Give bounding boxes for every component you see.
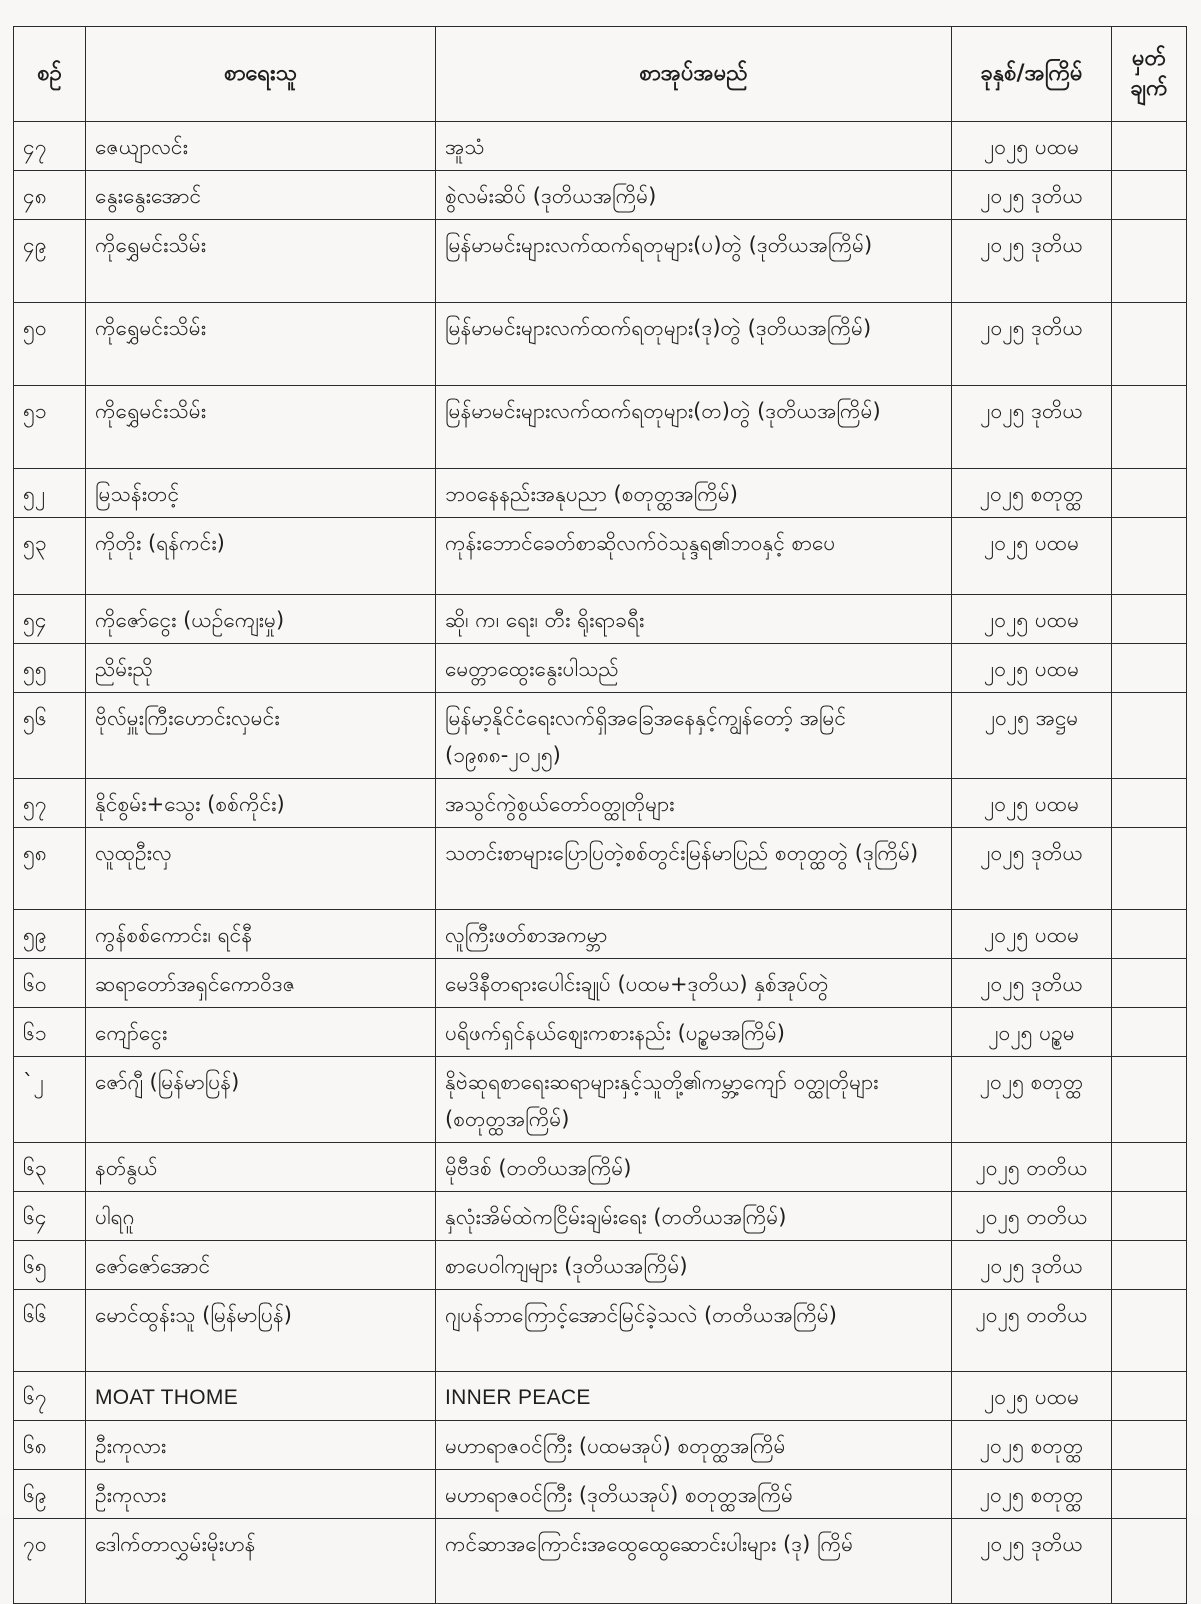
- cell-author: ဦးကုလား: [86, 1421, 436, 1470]
- cell-year-edition: ၂၀၂၅ ပထမ: [952, 1372, 1112, 1421]
- cell-title: စာပေဝါကျများ (ဒုတိယအကြိမ်): [436, 1241, 952, 1290]
- cell-author: ဇော်ဇော်အောင်: [86, 1241, 436, 1290]
- cell-no: ၆၈: [14, 1421, 86, 1470]
- table-row: [14, 910, 1187, 959]
- cell-year-edition: ၂၀၂၅ ဒုတိယ: [952, 386, 1112, 469]
- table-row: [14, 1057, 1187, 1143]
- cell-author: ပါရဂူ: [86, 1192, 436, 1241]
- cell-no: ၆၃: [14, 1143, 86, 1192]
- cell-author: ဒေါက်တာလွှမ်းမိုးဟန်: [86, 1519, 436, 1604]
- cell-author: ဦးကုလား: [86, 1470, 436, 1519]
- cell-year-edition: ၂၀၂၅ စတုတ္ထ: [952, 1470, 1112, 1519]
- cell-no: ၆၀: [14, 959, 86, 1008]
- header-year-edition: ခုနှစ်/အကြိမ်: [952, 27, 1112, 122]
- cell-year-edition: ၂၀၂၅ အဋ္ဌမ: [952, 693, 1112, 779]
- cell-year-edition: ၂၀၂၅ စတုတ္ထ: [952, 1421, 1112, 1470]
- cell-remark: [1112, 303, 1187, 386]
- table-row: [14, 171, 1187, 220]
- table-row: [14, 644, 1187, 693]
- cell-year-edition: ၂၀၂၅ ဒုတိယ: [952, 1241, 1112, 1290]
- cell-remark: [1112, 779, 1187, 828]
- cell-title: အူသံ: [436, 122, 952, 171]
- cell-year-edition: ၂၀၂၅ တတိယ: [952, 1290, 1112, 1372]
- table-row: [14, 122, 1187, 171]
- cell-title: ပရိဖက်ရှင်နယ်ဈေးကစားနည်း (ပဥ္စမအကြိမ်): [436, 1008, 952, 1057]
- cell-remark: [1112, 1470, 1187, 1519]
- cell-no: ၄၇: [14, 122, 86, 171]
- cell-title: ဘဝနေနည်းအနုပညာ (စတုတ္ထအကြိမ်): [436, 469, 952, 518]
- table-row: [14, 518, 1187, 595]
- table-row: [14, 1421, 1187, 1470]
- cell-title: မြန်မာမင်းများလက်ထက်ရတုများ(ဒု)တွဲ (ဒုတိယအကြိမ်): [436, 303, 952, 386]
- cell-remark: [1112, 1192, 1187, 1241]
- cell-author: မြသန်းတင့်: [86, 469, 436, 518]
- table-body: [14, 122, 1187, 1604]
- cell-title: မြန်မာမင်းများလက်ထက်ရတုများ(ပ)တွဲ (ဒုတိယအကြိမ်): [436, 220, 952, 303]
- cell-remark: [1112, 910, 1187, 959]
- cell-author: ညိမ်းညို: [86, 644, 436, 693]
- cell-author: မောင်ထွန်းသူ (မြန်မာပြန်): [86, 1290, 436, 1372]
- cell-no: ၅၀: [14, 303, 86, 386]
- cell-no: ၅၄: [14, 595, 86, 644]
- cell-author: နိုင်စွမ်း+သွေး (စစ်ကိုင်း): [86, 779, 436, 828]
- cell-title: ကုန်းဘောင်ခေတ်စာဆိုလက်ဝဲသုန္ဒရ၏ဘဝနှင့် စာပေ: [436, 518, 952, 595]
- cell-year-edition: ၂၀၂၅ စတုတ္ထ: [952, 469, 1112, 518]
- table-row: [14, 959, 1187, 1008]
- cell-year-edition: ၂၀၂၅ ပထမ: [952, 122, 1112, 171]
- cell-no: ၄၉: [14, 220, 86, 303]
- table-row: [14, 1519, 1187, 1604]
- table-row: [14, 303, 1187, 386]
- cell-remark: [1112, 122, 1187, 171]
- cell-title: INNER PEACE: [436, 1372, 952, 1421]
- cell-no: ၅၅: [14, 644, 86, 693]
- cell-no: ၆၅: [14, 1241, 86, 1290]
- cell-year-edition: ၂၀၂၅ ဒုတိယ: [952, 220, 1112, 303]
- cell-year-edition: ၂၀၂၅ ပထမ: [952, 779, 1112, 828]
- cell-remark: [1112, 469, 1187, 518]
- table-row: [14, 469, 1187, 518]
- cell-remark: [1112, 1143, 1187, 1192]
- table-row: [14, 1470, 1187, 1519]
- cell-author: ကိုဇော်ငွေး (ယဉ်ကျေးမှု): [86, 595, 436, 644]
- cell-author: ဆရာတော်အရှင်ကောဝိဒဇ: [86, 959, 436, 1008]
- cell-year-edition: ၂၀၂၅ တတိယ: [952, 1192, 1112, 1241]
- table-row: [14, 1372, 1187, 1421]
- cell-title: ဆို၊ က၊ ရေး၊ တီး ရိုးရာခရီး: [436, 595, 952, 644]
- cell-no: ၇၀: [14, 1519, 86, 1604]
- table-row: [14, 220, 1187, 303]
- cell-year-edition: ၂၀၂၅ ဒုတိယ: [952, 303, 1112, 386]
- cell-title: စွဲလမ်းဆိပ် (ဒုတိယအကြိမ်): [436, 171, 952, 220]
- cell-year-edition: ၂၀၂၅ ပထမ: [952, 518, 1112, 595]
- header-row: [14, 27, 1187, 122]
- table-row: [14, 1008, 1187, 1057]
- cell-year-edition: ၂၀၂၅ ပဥ္စမ: [952, 1008, 1112, 1057]
- cell-title: နှလုံးအိမ်ထဲကငြိမ်းချမ်းရေး (တတိယအကြိမ်): [436, 1192, 952, 1241]
- cell-year-edition: ၂၀၂၅ ဒုတိယ: [952, 828, 1112, 910]
- cell-remark: [1112, 959, 1187, 1008]
- cell-remark: [1112, 1057, 1187, 1143]
- cell-title: မေတ္တာထွေးနွေးပါသည်: [436, 644, 952, 693]
- cell-author: နွေးနွေးအောင်: [86, 171, 436, 220]
- table-row: [14, 693, 1187, 779]
- cell-no: ၅၆: [14, 693, 86, 779]
- cell-title: လူကြီးဖတ်စာအကမ္ဘာ: [436, 910, 952, 959]
- cell-title: မြန်မာ့နိုင်ငံရေးလက်ရှိအခြေအနေနှင့်ကျွန်တော့် အမြင် (၁၉၈၈-၂၀၂၅): [436, 693, 952, 779]
- cell-title: မြန်မာမင်းများလက်ထက်ရတုများ(တ)တွဲ (ဒုတိယအကြိမ်): [436, 386, 952, 469]
- cell-remark: [1112, 595, 1187, 644]
- cell-year-edition: ၂၀၂၅ ဒုတိယ: [952, 1519, 1112, 1604]
- cell-no: ၆၇: [14, 1372, 86, 1421]
- cell-no: ၆၄: [14, 1192, 86, 1241]
- cell-title: မေဒိနီတရားပေါင်းချုပ် (ပထမ+ဒုတိယ) နှစ်အုပ်တွဲ: [436, 959, 952, 1008]
- cell-author: ဗိုလ်မှူးကြီးဟောင်းလှမင်း: [86, 693, 436, 779]
- cell-author: ဇေယျာလင်း: [86, 122, 436, 171]
- cell-author: ကိုရွှေမင်းသိမ်း: [86, 220, 436, 303]
- cell-title: မိုဗီဒစ် (တတိယအကြိမ်): [436, 1143, 952, 1192]
- cell-no: ၄၈: [14, 171, 86, 220]
- table-row: [14, 386, 1187, 469]
- cell-title: သတင်းစာများပြောပြတဲ့စစ်တွင်းမြန်မာပြည် စတုတ္ထတွဲ (ဒုကြိမ်): [436, 828, 952, 910]
- cell-no: ၅၂: [14, 469, 86, 518]
- cell-no: ၆၉: [14, 1470, 86, 1519]
- cell-year-edition: ၂၀၂၅ ပထမ: [952, 595, 1112, 644]
- cell-title: အသွင်ကွဲစွယ်တော်ဝတ္ထုတိုများ: [436, 779, 952, 828]
- cell-no: ၅၇: [14, 779, 86, 828]
- cell-title: မဟာရာဇဝင်ကြီး (ပထမအုပ်) စတုတ္ထအကြိမ်: [436, 1421, 952, 1470]
- cell-no: ၅၁: [14, 386, 86, 469]
- cell-remark: [1112, 518, 1187, 595]
- cell-remark: [1112, 1519, 1187, 1604]
- cell-no: ၅၃: [14, 518, 86, 595]
- header-remark: မှတ် ချက်: [1112, 27, 1187, 122]
- cell-remark: [1112, 171, 1187, 220]
- table-row: [14, 1143, 1187, 1192]
- cell-no: ၅၉: [14, 910, 86, 959]
- cell-title: ကင်ဆာအကြောင်းအထွေထွေဆောင်းပါးများ (ဒု) ကြိမ်: [436, 1519, 952, 1604]
- table-row: [14, 1290, 1187, 1372]
- cell-no: ၆၆: [14, 1290, 86, 1372]
- cell-remark: [1112, 1241, 1187, 1290]
- cell-remark: [1112, 220, 1187, 303]
- cell-title: နိုဗဲဆုရစာရေးဆရာများနှင့်သူတို့၏ကမ္ဘာ့ကျော် ဝတ္ထုတိုများ (စတုတ္ထအကြိမ်): [436, 1057, 952, 1143]
- cell-remark: [1112, 386, 1187, 469]
- cell-remark: [1112, 693, 1187, 779]
- cell-author: ကွန်စစ်ကောင်း၊ ရင်နီ: [86, 910, 436, 959]
- table-row: [14, 828, 1187, 910]
- cell-no: ၆၁: [14, 1008, 86, 1057]
- cell-no: ၅၈: [14, 828, 86, 910]
- cell-remark: [1112, 644, 1187, 693]
- cell-author: ကျော်ငွေး: [86, 1008, 436, 1057]
- cell-year-edition: ၂၀၂၅ ပထမ: [952, 910, 1112, 959]
- table-row: [14, 1192, 1187, 1241]
- table-row: [14, 1241, 1187, 1290]
- cell-author: ကိုရွှေမင်းသိမ်း: [86, 386, 436, 469]
- cell-author: ကိုတိုး (ရန်ကင်း): [86, 518, 436, 595]
- cell-author: ဇော်ဂျီ (မြန်မာပြန်): [86, 1057, 436, 1143]
- cell-year-edition: ၂၀၂၅ တတိယ: [952, 1143, 1112, 1192]
- cell-no: `၂: [14, 1057, 86, 1143]
- cell-author: ကိုရွှေမင်းသိမ်း: [86, 303, 436, 386]
- cell-remark: [1112, 828, 1187, 910]
- cell-author: လူထုဦးလှ: [86, 828, 436, 910]
- cell-remark: [1112, 1372, 1187, 1421]
- book-list-table: [13, 26, 1187, 1604]
- cell-author: MOAT THOME: [86, 1372, 436, 1421]
- cell-remark: [1112, 1008, 1187, 1057]
- table-row: [14, 595, 1187, 644]
- cell-year-edition: ၂၀၂၅ ဒုတိယ: [952, 171, 1112, 220]
- cell-title: မဟာရာဇဝင်ကြီး (ဒုတိယအုပ်) စတုတ္ထအကြိမ်: [436, 1470, 952, 1519]
- header-no: စဉ်: [14, 27, 86, 122]
- table-header: [14, 27, 1187, 122]
- cell-year-edition: ၂၀၂၅ ဒုတိယ: [952, 959, 1112, 1008]
- cell-author: နတ်နွယ်: [86, 1143, 436, 1192]
- table-row: [14, 779, 1187, 828]
- cell-year-edition: ၂၀၂၅ စတုတ္ထ: [952, 1057, 1112, 1143]
- cell-remark: [1112, 1290, 1187, 1372]
- cell-year-edition: ၂၀၂၅ ပထမ: [952, 644, 1112, 693]
- header-title: စာအုပ်အမည်: [436, 27, 952, 122]
- cell-remark: [1112, 1421, 1187, 1470]
- cell-title: ဂျပန်ဘာကြောင့်အောင်မြင်ခဲ့သလဲ (တတိယအကြိမ်): [436, 1290, 952, 1372]
- header-author: စာရေးသူ: [86, 27, 436, 122]
